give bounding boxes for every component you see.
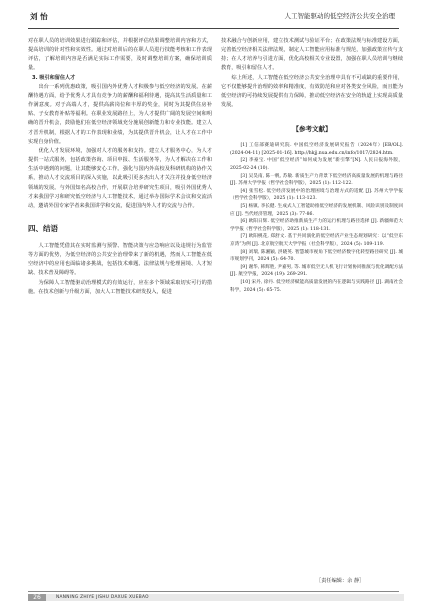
header-rule: [28, 28, 399, 29]
reference-item: [3] 吴昊南, 陈一帆, 苏敏. 新质生产力背景下低空经济高质量发展的机理与路径 [J]. 苏州大学学报（哲学社会科学版），2025 (1): 112-122.: [230, 173, 403, 187]
reference-list: [221, 142, 403, 294]
paragraph: 优化人才发展环境，加强对人才的服务和支持。建立人才服务中心，为人才提供一站式服务，包括政策咨询、项目申报、生活服务等，为人才解决在工作和生活中遇到的问题，让其能够安心工作。强化与国内外高校及科研机构的协作关系，推动人才交流项目的深入实施，以此吸引更多杰出人才关注并投身低空经济领域的发展。与外国知名高校合作，开展联合培养研究生项目，吸引外国优秀人才来我国学习和研究低空经济与人工智能技术，通过举办国际学术会议和交流活动，邀请外国专家学者来我国讲学和交流，促进国内外人才的交流与合作。: [28, 147, 212, 209]
paragraph: 人工智能凭借其在实时监测与预警、智能决策与应急响应以及违规行为监管等方面的优势，为低空经济的公共安全治理带来了新的机遇，然而人工智能在低空经济中的应用也面临诸多挑战，包括技术难题、法律法规与伦理困境、人才短缺、技术普及障碍等。: [28, 242, 212, 277]
page-number: 26: [28, 594, 46, 601]
editor-note: ［责任编辑：余 静］: [316, 578, 365, 584]
journal-name: NANNING ZHIYE JISHU DAXUE XUEBAO: [56, 595, 149, 600]
reference-item: [6] 欧阳日辉. 低空经济助推新质生产力的运行机理与路径选择 [J]. 新疆师范大学学报（哲学社会科学版），2025 (1): 118-131.: [230, 219, 403, 232]
running-header-author: 刘 怡: [30, 12, 48, 21]
subsection-heading: 3. 吸引和留住人才: [32, 74, 76, 81]
references-heading: 【参考文献】: [292, 125, 332, 134]
reference-item: [10] 宋丹, 徐丹. 低空经济赋能高质量发展的内在逻辑与实践路径 [J]. 湖南社会科学，2024 (5): 65-75.: [230, 279, 403, 293]
reference-item: [1] 工信部赛迪研究院. 中国低空经济发展研究报告（2024年）[EB/OL]. (2024-04-11) [2025-01-16]. http://hkjj.nua.edu.cn/info/1017/2824.htm.: [230, 143, 403, 156]
reference-item: [7] 欧阳桃花, 郑舒文. 基于共同演化的低空经济产业生态规划研究：以“低空东京湾”为例 [J]. 北京航空航天大学学报（社会科学版），2024 (5): 109-119.: [230, 234, 403, 247]
running-header-title: 人工智能驱动的低空经济公共安全治理: [284, 12, 395, 20]
paragraph: 为保障人工智能驱动治理模式的有效运行，应在多个领域采取切实可行的措施。在技术创新与升级方面，加大人工智能技术研发投入，促进: [28, 279, 212, 295]
reference-item: [2] 李豪宝. 中国“低空经济”如何成为发展“新引擎”[N]. 人民日报海外版，2025-02-24 (10).: [230, 158, 403, 172]
paragraph: 出台一系列优惠政策，吸引国内外优秀人才积极参与低空经济的发展。在薪酬待遇方面，给予优秀人才具有竞争力的薪酬和福利待遇，提高其生活质量和工作满意度。对于高端人才，提供高薪岗位和丰厚的奖金，同时为其提供住房补贴、子女教育补贴等福利。在职业发展路径上，为人才提供广阔的发展空间和明确的晋升机会，鼓励他们在低空经济领域充分施展创新能力和专业技能。建立人才晋升机制，根据人才的工作表现和业绩，为其提供晋升机会，让人才在工作中实现自身价值。: [28, 83, 212, 145]
reference-item: [4] 张雪松. 低空经济发展中的治理困境与治理方式的适配 [J]. 苏州大学学报（哲学社会科学版），2025 (1): 113-123.: [230, 188, 403, 202]
reference-item: [8] 刘瑞, 陈湘颖, 洪晓英. 智慧城市视角下低空经济数字化转型路径研究 [J]. 城市规划学刊，2024 (5): 64-70.: [230, 249, 403, 263]
section-heading: 四、结语: [28, 223, 58, 233]
right-column: [221, 37, 403, 294]
left-column: [28, 37, 212, 297]
footer-rule: [28, 591, 399, 592]
paragraph: 对在职人员的培训效果进行跟踪和评估，并根据评估结果调整培训内容和方式，提高培训的针对性和实效性。通过对培训后的在职人员进行技能考核和工作表现评估，了解培训内容是否满足实际工作需要，及时调整培训方案，确保培训质量。: [28, 38, 212, 72]
paragraph: 综上所述，人工智能在低空经济公共安全治理中具有不可或缺的重要作用，它不仅能够提升治理的效率和精准度，有效防范和应对各类安全风险，而且能为低空经济的可持续发展提供有力保障，推动低空经济在安全的轨道上实现高质量发展。: [221, 74, 403, 109]
reference-item: [9] 谢华, 韩辉胜, 尹嘉男, 等. 城市低空无人机飞行计划协同推演与优化调配方法 [J]. 航空学报，2024 (19): 269-291.: [230, 264, 403, 278]
paragraph: 技术融合与创新应用，建立技术测试与验证平台；在政策法规与标准建设方面，完善低空经济相关法律法规，制定人工智能应用标准与规范，加强政策宣传与支持；在人才培养与引进方面，优化高校相关专业设置，加强在职人员培训与继续教育，吸引和留住人才。: [221, 38, 403, 72]
reference-item: [5] 杨镇, 李长健. 生成式人工智能助推低空经济的发展机制、风险识别及制度回应 [J]. 当代经济管理，2025 (3): 77-86.: [230, 204, 403, 217]
